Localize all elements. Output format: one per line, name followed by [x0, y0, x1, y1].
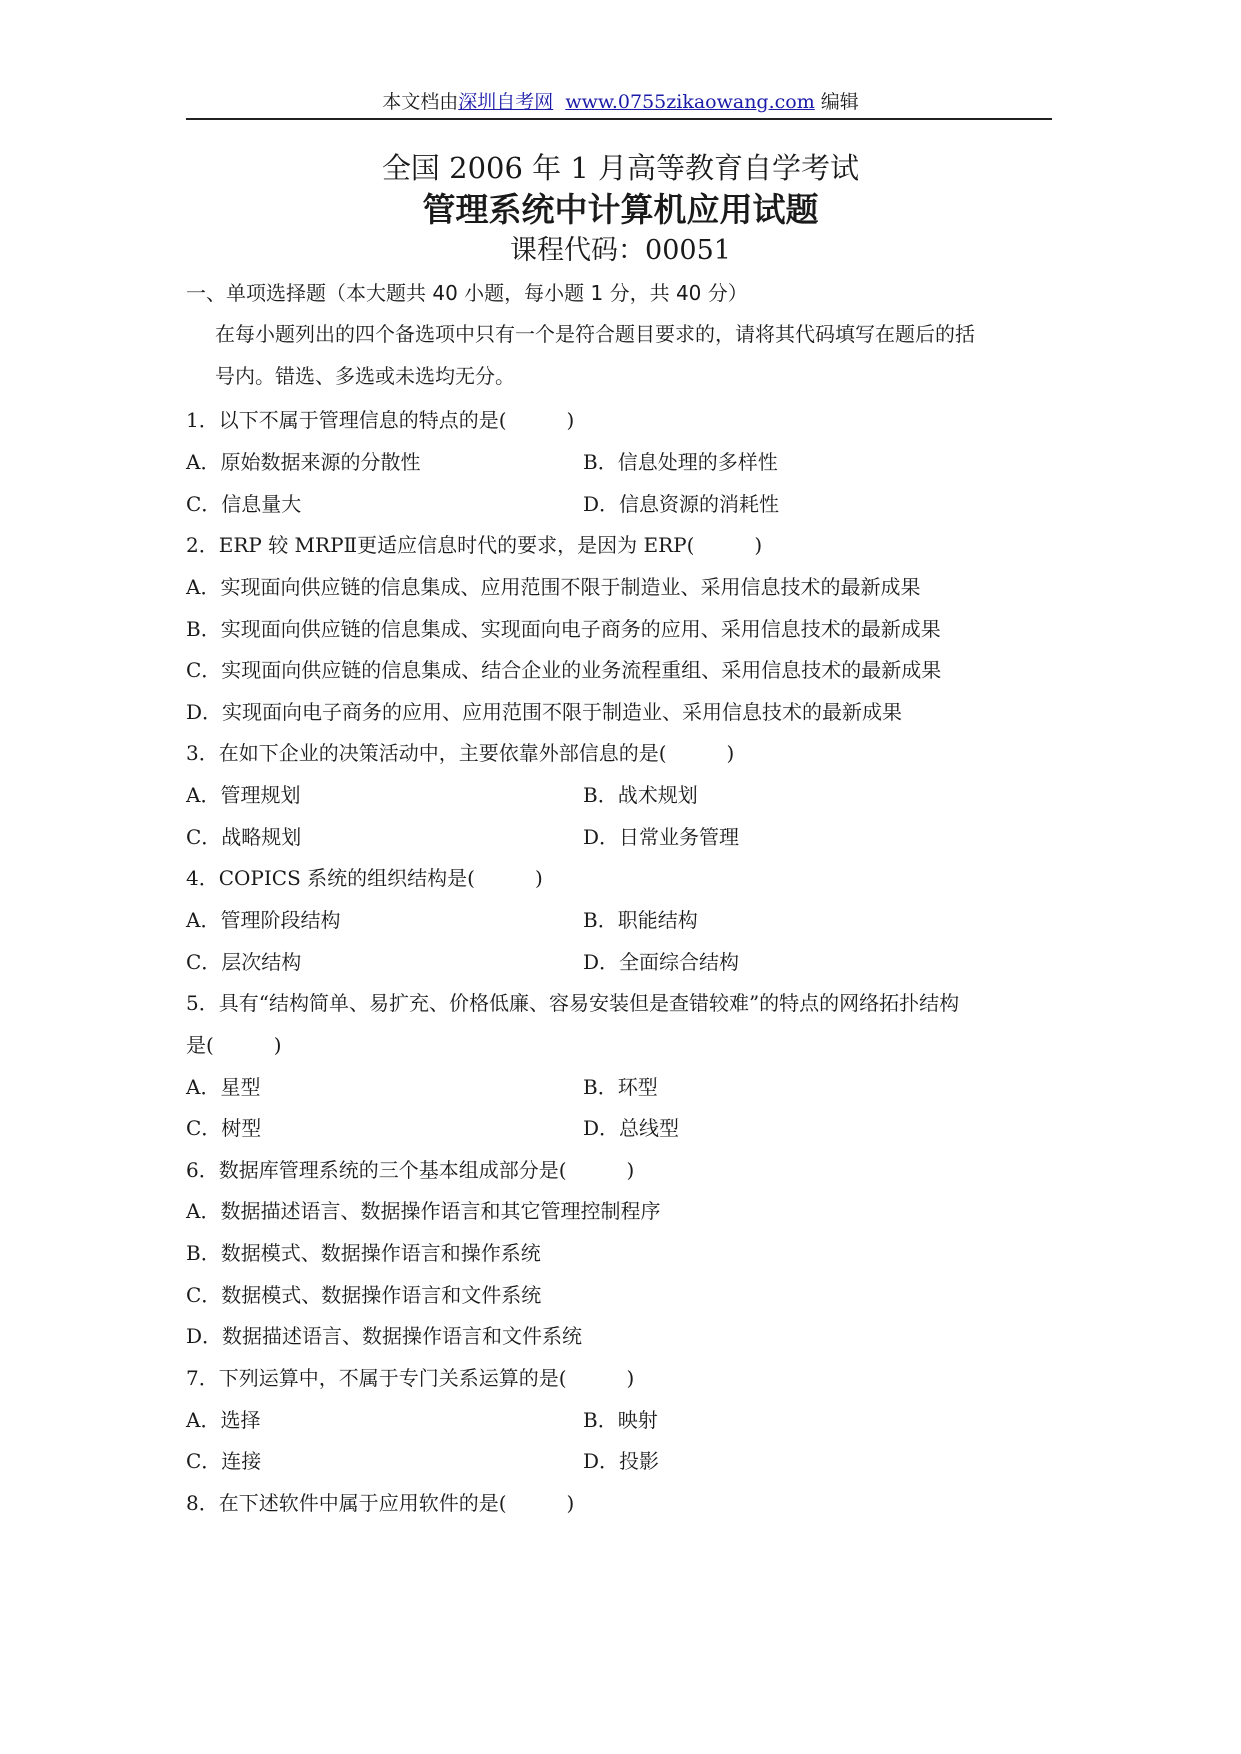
option-b: B．数据模式、数据操作语言和操作系统: [186, 1241, 541, 1265]
option-c: C．层次结构: [186, 950, 302, 974]
option-a: A．实现面向供应链的信息集成、应用范围不限于制造业、采用信息技术的最新成果: [186, 575, 921, 599]
question-stem: 7．下列运算中，不属于专门关系运算的是( ): [186, 1366, 635, 1390]
option-a: A．管理阶段结构: [186, 908, 341, 932]
section-instruction: 在每小题列出的四个备选项中只有一个是符合题目要求的，请将其代码填写在题后的括: [215, 322, 975, 346]
option-b: B．映射: [583, 1408, 658, 1432]
option-d: D．实现面向电子商务的应用、应用范围不限于制造业、采用信息技术的最新成果: [186, 700, 903, 724]
option-a: A．星型: [186, 1075, 261, 1099]
option-c: C．连接: [186, 1449, 262, 1473]
option-d: D．信息资源的消耗性: [583, 492, 780, 516]
question-stem: 1．以下不属于管理信息的特点的是( ): [186, 408, 575, 432]
section-heading: 一、单项选择题（本大题共 40 小题，每小题 1 分，共 40 分）: [186, 281, 748, 305]
option-d: D．数据描述语言、数据操作语言和文件系统: [186, 1324, 583, 1348]
option-d: D．投影: [583, 1449, 660, 1473]
option-c: C．信息量大: [186, 492, 302, 516]
option-c: C．战略规划: [186, 825, 302, 849]
section-instruction: 号内。错选、多选或未选均无分。: [215, 364, 515, 388]
course-code: [0, 228, 1241, 267]
question-stem: 5．具有“结构简单、易扩充、价格低廉、容易安装但是查错较难”的特点的网络拓扑结构: [186, 991, 960, 1015]
option-a: A．原始数据来源的分散性: [186, 450, 421, 474]
question-stem: 3．在如下企业的决策活动中，主要依靠外部信息的是( ): [186, 741, 735, 765]
option-a: A．管理规划: [186, 783, 301, 807]
option-c: C．实现面向供应链的信息集成、结合企业的业务流程重组、采用信息技术的最新成果: [186, 658, 942, 682]
site-name-link[interactable]: 深圳自考网: [458, 91, 554, 113]
option-d: D．全面综合结构: [583, 950, 740, 974]
question-stem: 6．数据库管理系统的三个基本组成部分是( ): [186, 1158, 635, 1182]
option-b: B．环型: [583, 1075, 658, 1099]
header-prefix: 本文档由: [382, 91, 459, 113]
option-a: A．数据描述语言、数据操作语言和其它管理控制程序: [186, 1199, 661, 1223]
course-code-label: 课程代码：: [510, 235, 646, 266]
option-b: B．实现面向供应链的信息集成、实现面向电子商务的应用、采用信息技术的最新成果: [186, 617, 941, 641]
course-code-value: 00051: [645, 235, 731, 266]
option-c: C．数据模式、数据操作语言和文件系统: [186, 1283, 542, 1307]
paper-title: 管理系统中计算机应用试题: [422, 190, 819, 229]
option-c: C．树型: [186, 1116, 262, 1140]
question-stem: 8．在下述软件中属于应用软件的是( ): [186, 1491, 575, 1515]
option-d: D．日常业务管理: [583, 825, 740, 849]
header-suffix: 编辑: [820, 91, 859, 113]
option-b: B．职能结构: [583, 908, 698, 932]
question-stem: 4．COPICS 系统的组织结构是( ): [186, 866, 543, 890]
option-d: D．总线型: [583, 1116, 680, 1140]
option-a: A．选择: [186, 1408, 261, 1432]
exam-title: 全国 2006 年 1 月高等教育自学考试: [381, 151, 860, 185]
site-url-link[interactable]: www.0755zikaowang.com: [565, 91, 815, 113]
header-divider: [186, 118, 1052, 120]
option-b: B．战术规划: [583, 783, 698, 807]
option-b: B．信息处理的多样性: [583, 450, 778, 474]
question-stem-continued: 是( ): [186, 1033, 282, 1057]
question-stem: 2．ERP 较 MRPⅡ更适应信息时代的要求，是因为 ERP( ): [186, 533, 763, 557]
page-header: [0, 87, 1241, 114]
